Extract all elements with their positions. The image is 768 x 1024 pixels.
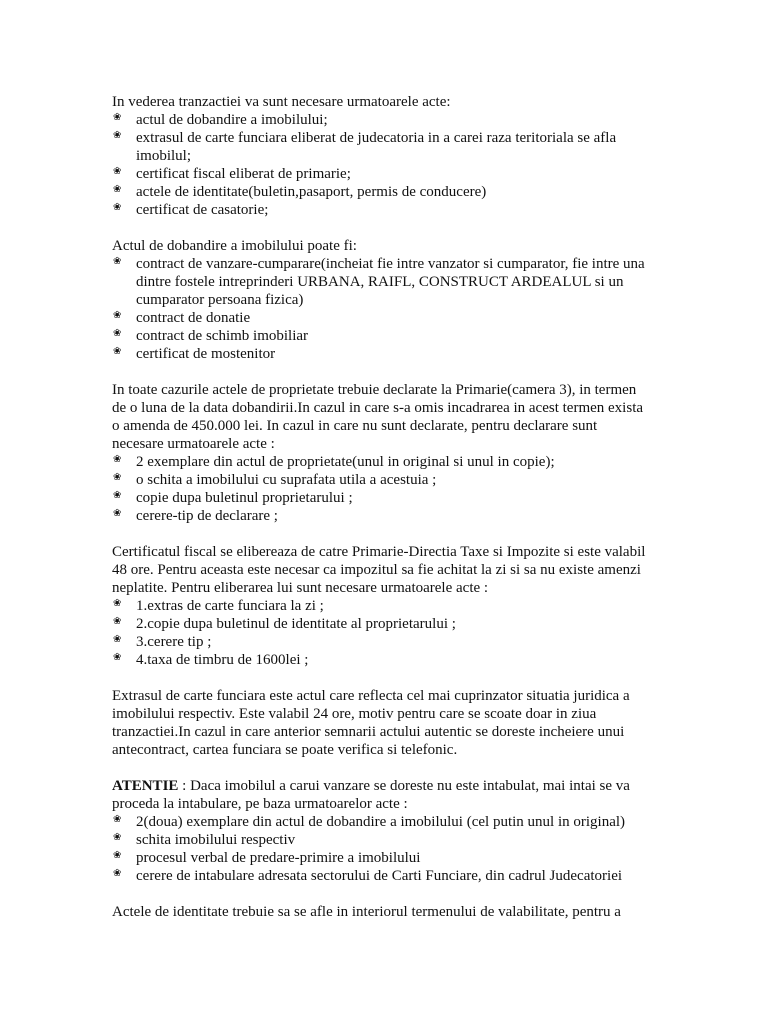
list-item: ❀ 3.cerere tip ; <box>112 633 652 651</box>
flower-bullet-icon: ❀ <box>113 130 122 141</box>
list-item: ❀ 2(doua) exemplare din actul de dobandire a imobilului (cel putin unul in original) <box>112 813 652 831</box>
section-property-declaration <box>112 381 652 525</box>
list-item: ❀ certificat fiscal eliberat de primarie; <box>112 165 652 183</box>
list-item: ❀ copie dupa buletinul proprietarului ; <box>112 489 652 507</box>
flower-bullet-icon: ❀ <box>113 832 122 843</box>
section-fiscal-certificate <box>112 543 652 669</box>
list-item: ❀ 2.copie dupa buletinul de identitate al proprietarului ; <box>112 615 652 633</box>
closing-paragraph: Actele de identitate trebuie sa se afle in interiorul termenului de valabilitate, pentru a <box>112 904 621 920</box>
section-land-register-extract <box>112 687 652 759</box>
flower-bullet-icon: ❀ <box>113 616 122 627</box>
list-item: ❀ extrasul de carte funciara eliberat de judecatoria in a carei raza teritoriala se afla imobilul; <box>112 129 652 165</box>
list-item: ❀ cerere de intabulare adresata sectorului de Carti Funciare, din cadrul Judecatoriei <box>112 867 652 885</box>
section-intro: Certificatul fiscal se elibereaza de catre Primarie-Directia Taxe si Impozite si este valabil 48 ore. Pentru aceasta este necesar ca impozitul sa fie achitat la zi si sa nu existe amenzi neplatite. Pentru eliberarea lui sunt necesare urmatoarele acte : <box>112 544 646 596</box>
bullet-list <box>112 597 652 669</box>
bullet-list <box>112 255 652 363</box>
list-item: ❀ contract de vanzare-cumparare(incheiat fie intre vanzator si cumparator, fie intre una dintre fostele intreprinderi URBANA, RAIFL, CONSTRUCT ARDEALUL si un cumparator persoana fizica) <box>112 255 652 309</box>
flower-bullet-icon: ❀ <box>113 868 122 879</box>
flower-bullet-icon: ❀ <box>113 454 122 465</box>
flower-bullet-icon: ❀ <box>113 328 122 339</box>
flower-bullet-icon: ❀ <box>113 814 122 825</box>
list-item: ❀ 2 exemplare din actul de proprietate(unul in original si unul in copie); <box>112 453 652 471</box>
section-required-acts <box>112 93 652 219</box>
flower-bullet-icon: ❀ <box>113 490 122 501</box>
list-item: ❀ contract de schimb imobiliar <box>112 327 652 345</box>
flower-bullet-icon: ❀ <box>113 508 122 519</box>
attention-label: ATENTIE <box>112 778 179 794</box>
section-intro: In vederea tranzactiei va sunt necesare urmatoarele acte: <box>112 94 451 110</box>
section-intro: In toate cazurile actele de proprietate trebuie declarate la Primarie(camera 3), in termen de o luna de la data dobandirii.In cazul in care s-a omis incadrarea in acest termen exista o amenda de 450.000 lei. In cazul in care nu sunt declarate, pentru declarare sunt necesare urmatoarele acte : <box>112 382 644 452</box>
flower-bullet-icon: ❀ <box>113 256 122 267</box>
flower-bullet-icon: ❀ <box>113 472 122 483</box>
list-item: ❀ cerere-tip de declarare ; <box>112 507 652 525</box>
attention-text: : Daca imobilul a carui vanzare se doreste nu este intabulat, mai intai se va proceda la intabulare, pe baza urmatoarelor acte : <box>112 778 630 812</box>
list-item: ❀ certificat de casatorie; <box>112 201 652 219</box>
attention-paragraph <box>112 777 652 813</box>
flower-bullet-icon: ❀ <box>113 598 122 609</box>
flower-bullet-icon: ❀ <box>113 850 122 861</box>
flower-bullet-icon: ❀ <box>113 166 122 177</box>
list-item: ❀ 4.taxa de timbru de 1600lei ; <box>112 651 652 669</box>
flower-bullet-icon: ❀ <box>113 184 122 195</box>
flower-bullet-icon: ❀ <box>113 634 122 645</box>
list-item: ❀ o schita a imobilului cu suprafata utila a acestuia ; <box>112 471 652 489</box>
bullet-list <box>112 453 652 525</box>
flower-bullet-icon: ❀ <box>113 202 122 213</box>
section-intro: Actul de dobandire a imobilului poate fi: <box>112 238 357 254</box>
list-item: ❀ 1.extras de carte funciara la zi ; <box>112 597 652 615</box>
list-item: ❀ contract de donatie <box>112 309 652 327</box>
document-body <box>112 93 652 921</box>
flower-bullet-icon: ❀ <box>113 310 122 321</box>
list-item: ❀ actele de identitate(buletin,pasaport, permis de conducere) <box>112 183 652 201</box>
list-item: ❀ schita imobilului respectiv <box>112 831 652 849</box>
flower-bullet-icon: ❀ <box>113 112 122 123</box>
list-item: ❀ actul de dobandire a imobilului; <box>112 111 652 129</box>
list-item: ❀ certificat de mostenitor <box>112 345 652 363</box>
section-acquisition-act <box>112 237 652 363</box>
section-attention <box>112 777 652 885</box>
list-item: ❀ procesul verbal de predare-primire a imobilului <box>112 849 652 867</box>
bullet-list <box>112 813 652 885</box>
flower-bullet-icon: ❀ <box>113 652 122 663</box>
bullet-list <box>112 111 652 219</box>
paragraph: Extrasul de carte funciara este actul care reflecta cel mai cuprinzator situatia juridica a imobilului respectiv. Este valabil 24 ore, motiv pentru care se scoate doar in ziua tranzactiei.In cazul in care anterior semnarii actului autentic se doreste incheiere unui antecontract, cartea funciara se poate verifica si telefonic. <box>112 688 630 758</box>
flower-bullet-icon: ❀ <box>113 346 122 357</box>
